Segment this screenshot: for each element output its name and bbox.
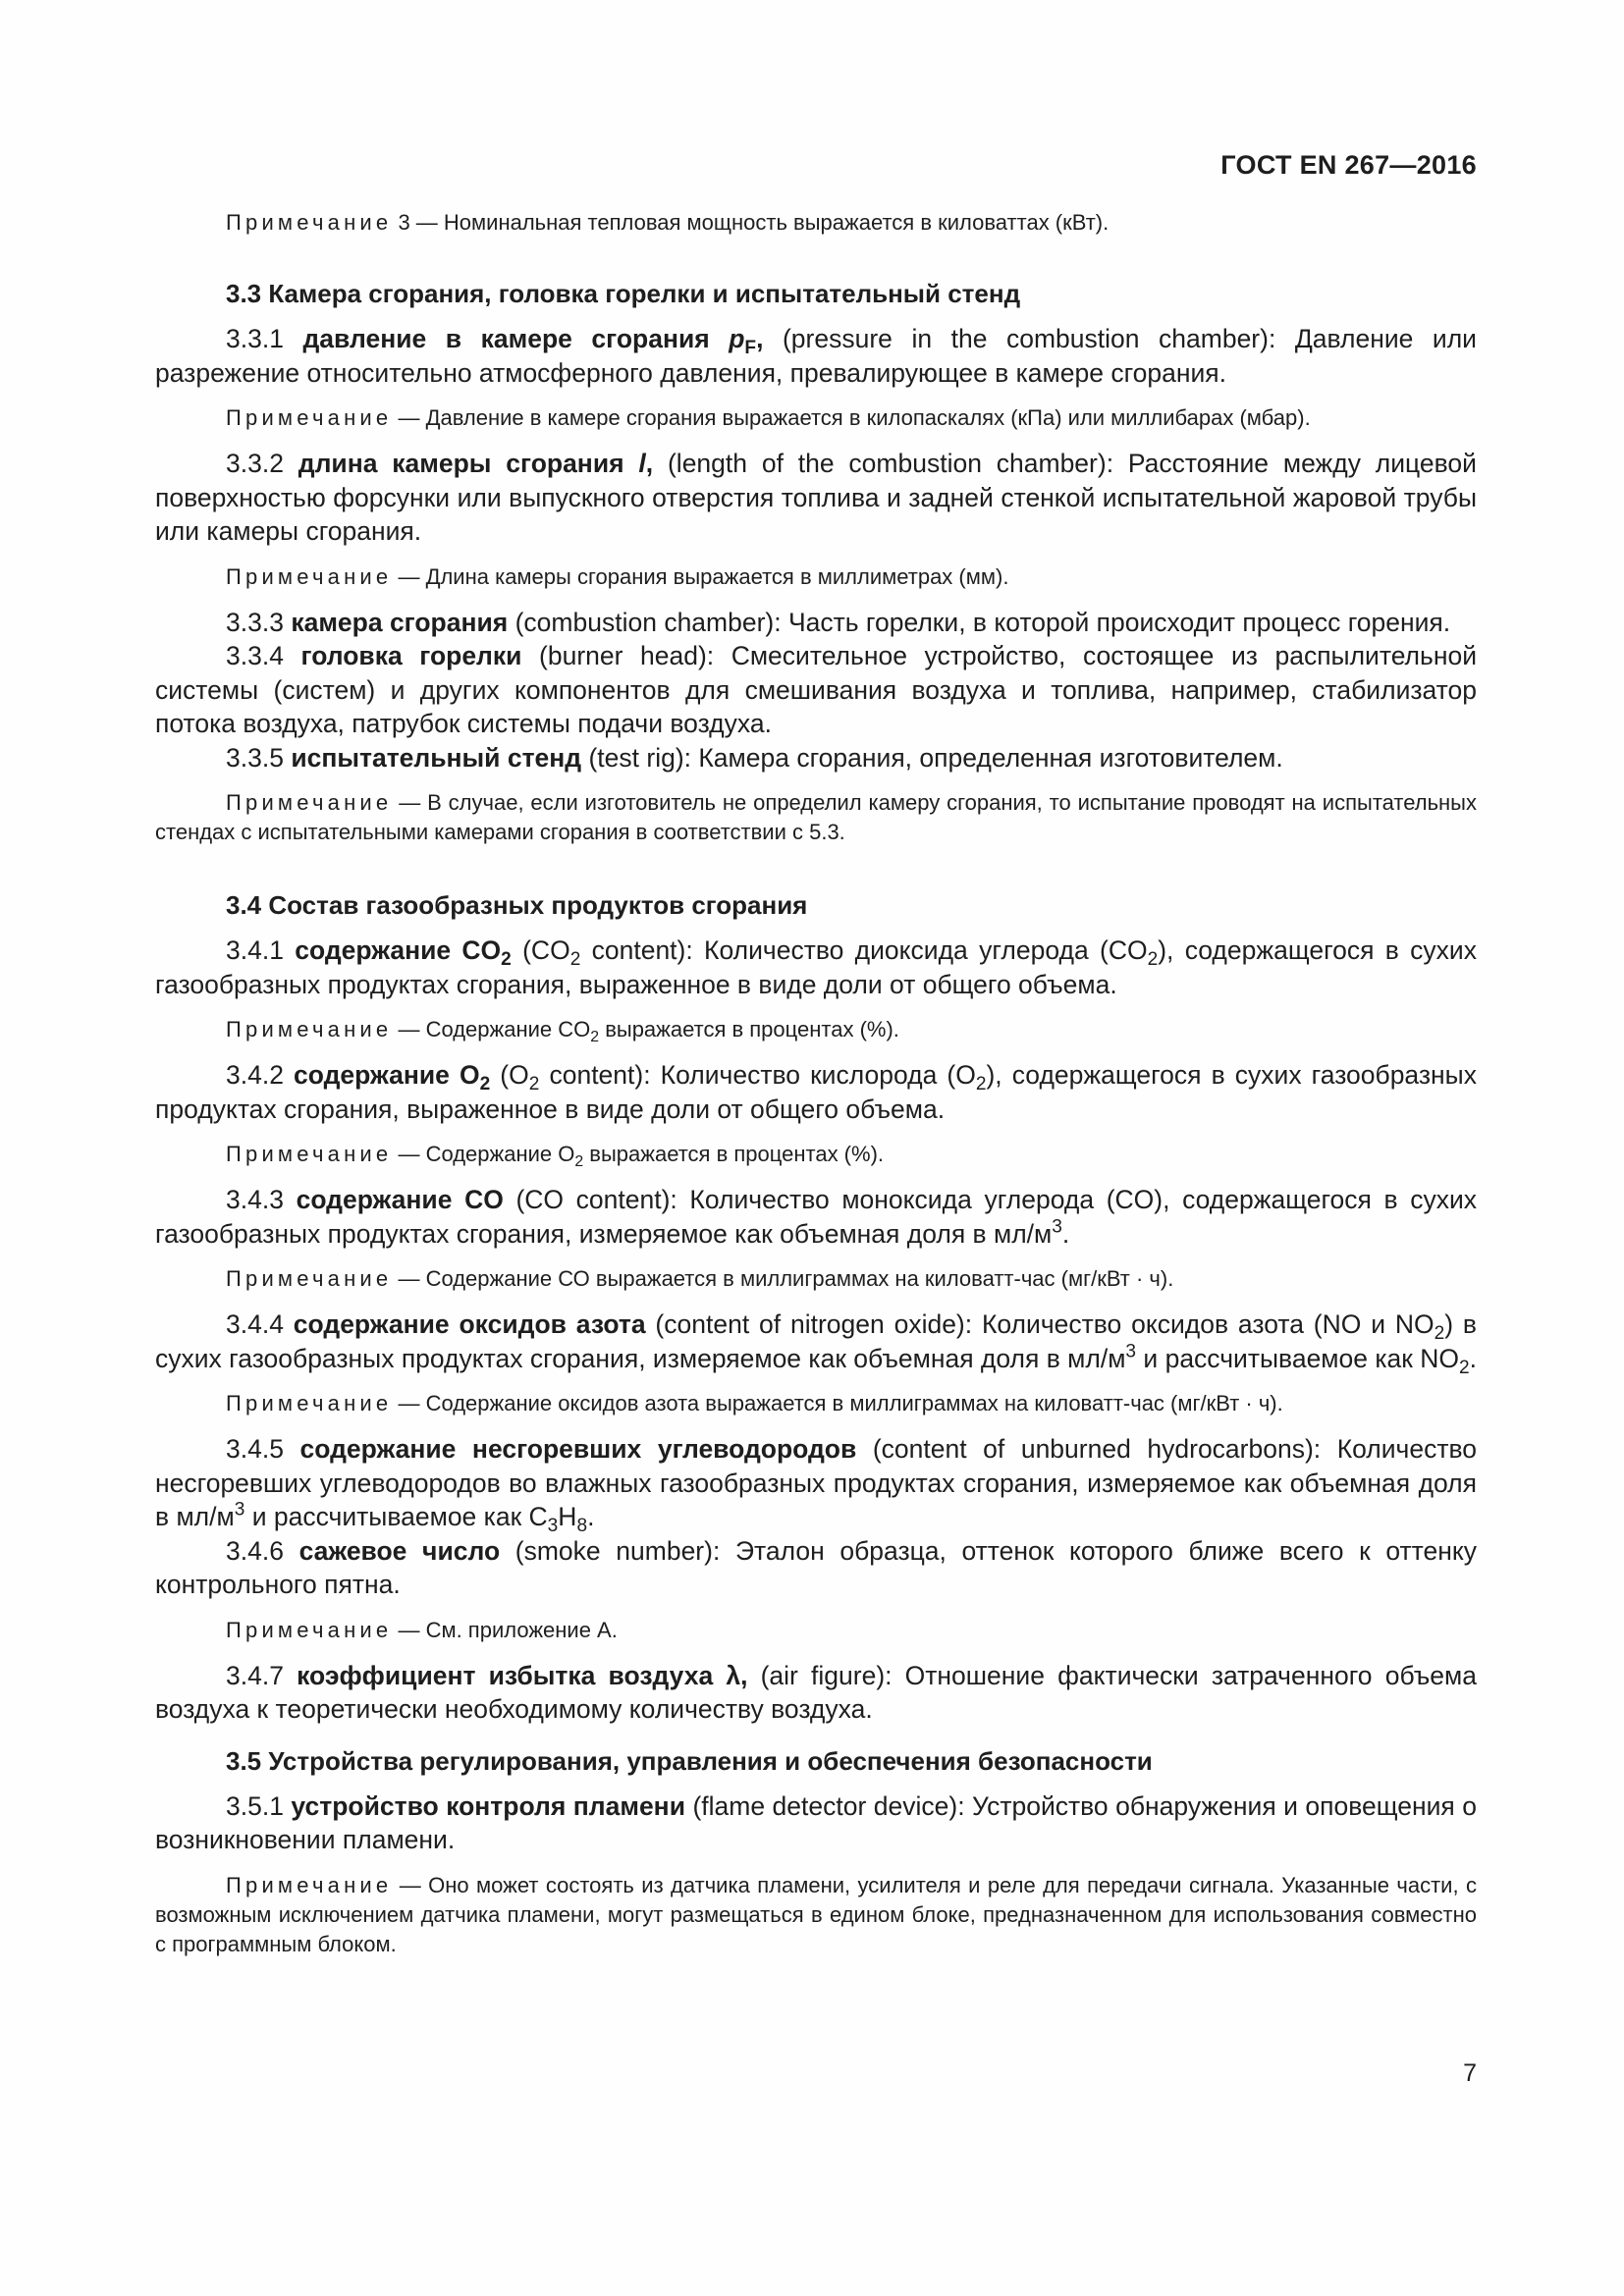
page-number: 7 bbox=[1463, 2059, 1477, 2087]
note-0: Примечание 3 — Номинальная тепловая мощность выражается в киловаттах (кВт). bbox=[226, 210, 1110, 235]
note-label: Примечание bbox=[226, 210, 393, 235]
note-label: Примечание bbox=[226, 1017, 393, 1041]
note-4: Примечание — Содержание $CO_2$ выражается в процентах (%). bbox=[226, 1017, 899, 1046]
item-3-4-5: 3.4.5 содержание несгоревших углеводородов (content of unburned hydrocarbons): Количество несгоревших углеводородов во влажных газообразных продуктах сгорания, измеряемое как объемная доля в $мл/м^3$ и рассчитываемое как $C_3H_8$. bbox=[155, 1434, 1478, 1537]
note-3: Примечание — В случае, если изготовитель не определил камеру сгорания, то испытание проводят на испытательных стендах с испытательными камерами сгорания в соответствии с 5.3. bbox=[155, 790, 1477, 844]
note-label: Примечание bbox=[226, 1266, 393, 1291]
section-3-4-title: 3.4 Состав газообразных продуктов сгорания bbox=[226, 890, 808, 920]
note-label: Примечание bbox=[226, 1391, 393, 1415]
note-6: Примечание — Содержание СО выражается в миллиграммах на киловатт-час (мг/кВт · ч). bbox=[226, 1266, 1174, 1291]
note-7: Примечание — Содержание оксидов азота выражается в миллиграммах на киловатт-час (мг/кВт · ч). bbox=[226, 1391, 1283, 1415]
item-3-4-1: 3.4.1 содержание $CO_2$ ($CO_2$ content): Количество диоксида углерода $(CO_2)$, содержащегося в сухих газообразных продуктах сгорания, выраженное в виде доли от общего объема. bbox=[155, 935, 1477, 999]
item-3-4-3: 3.4.3 содержание CO (CO content): Количество моноксида углерода (CO), содержащегося в сухих газообразных продуктах сгорания, измеряемое как объемная доля в $мл/м^3$. bbox=[155, 1185, 1477, 1249]
item-3-3-1: 3.3.1 давление в камере сгорания $p_F$, (pressure in the combustion chamber): Давление или разрежение относительно атмосферного давления, превалирующее в камере сгорания. bbox=[155, 324, 1477, 388]
item-3-4-2: 3.4.2 содержание $O_2$ ($O_2$ content): Количество кислорода $(O_2)$, содержащегося в сухих газообразных продуктах сгорания, выраженное в виде доли от общего объема. bbox=[155, 1060, 1477, 1124]
note-2: Примечание — Длина камеры сгорания выражается в миллиметрах (мм). bbox=[226, 563, 1009, 589]
item-3-4-7: 3.4.7 коэффициент избытка воздуха λ, (air figure): Отношение фактически затраченного объема воздуха к теоретически необходимому количеству воздуха. bbox=[155, 1660, 1477, 1724]
note-label: Примечание bbox=[226, 405, 393, 430]
note-label: Примечание bbox=[226, 1872, 393, 1897]
document-code: ГОСТ EN 267—2016 bbox=[1220, 150, 1477, 180]
page-content bbox=[155, 208, 1477, 1959]
section-3-3-title: 3.3 Камера сгорания, головка горелки и испытательный стенд bbox=[226, 279, 1021, 308]
note-label: Примечание bbox=[226, 563, 393, 589]
note-label: Примечание bbox=[226, 1142, 393, 1166]
item-3-3-4: 3.3.4 головка горелки (burner head): Смесительное устройство, состоящее из распылительной системы (систем) и других компонентов для смешивания воздуха и топлива, например, стабилизатор потока воздуха, патрубок системы подачи воздуха. bbox=[155, 641, 1477, 738]
note-5: Примечание — Содержание $O_2$ выражается в процентах (%). bbox=[226, 1142, 885, 1171]
note-label: Примечание bbox=[226, 790, 393, 815]
item-3-3-2: 3.3.2 длина камеры сгорания l, (length of the combustion chamber): Расстояние между лицевой поверхностью форсунки или выпускного отверстия топлива и задней стенкой испытательной жаровой трубы или камеры сгорания. bbox=[155, 449, 1477, 546]
note-1: Примечание — Давление в камере сгорания выражается в килопаскалях (кПа) или миллибарах (мбар). bbox=[226, 405, 1311, 430]
item-3-4-6: 3.4.6 сажевое число (smoke number): Эталон образца, оттенок которого ближе всего к оттенку контрольного пятна. bbox=[155, 1535, 1477, 1599]
item-3-3-3: 3.3.3 камера сгорания (combustion chamber): Часть горелки, в которой происходит процесс горения. bbox=[226, 607, 1451, 637]
note-label: Примечание bbox=[226, 1617, 393, 1642]
section-3-5-title: 3.5 Устройства регулирования, управления и обеспечения безопасности bbox=[226, 1745, 1153, 1776]
note-9: Примечание — Оно может состоять из датчика пламени, усилителя и реле для передачи сигнала. Указанные части, с возможным исключением датчика пламени, могут размещаться в едином блоке, предназначенном для использования совместно с программным блоком. bbox=[155, 1872, 1477, 1956]
note-8: Примечание — См. приложение А. bbox=[226, 1617, 618, 1642]
item-3-3-5: 3.3.5 испытательный стенд (test rig): Камера сгорания, определенная изготовителем. bbox=[226, 742, 1283, 773]
item-3-4-4: 3.4.4 содержание оксидов азота (content of nitrogen oxide): Количество оксидов азота (NO и $NO_2$) в сухих газообразных продуктах сгорания, измеряемое как объемная доля в $мл/м^3$ и рассчитываемое как $NO_2$. bbox=[155, 1309, 1477, 1378]
item-3-5-1: 3.5.1 устройство контроля пламени (flame detector device): Устройство обнаружения и оповещения о возникновении пламени. bbox=[155, 1790, 1477, 1854]
